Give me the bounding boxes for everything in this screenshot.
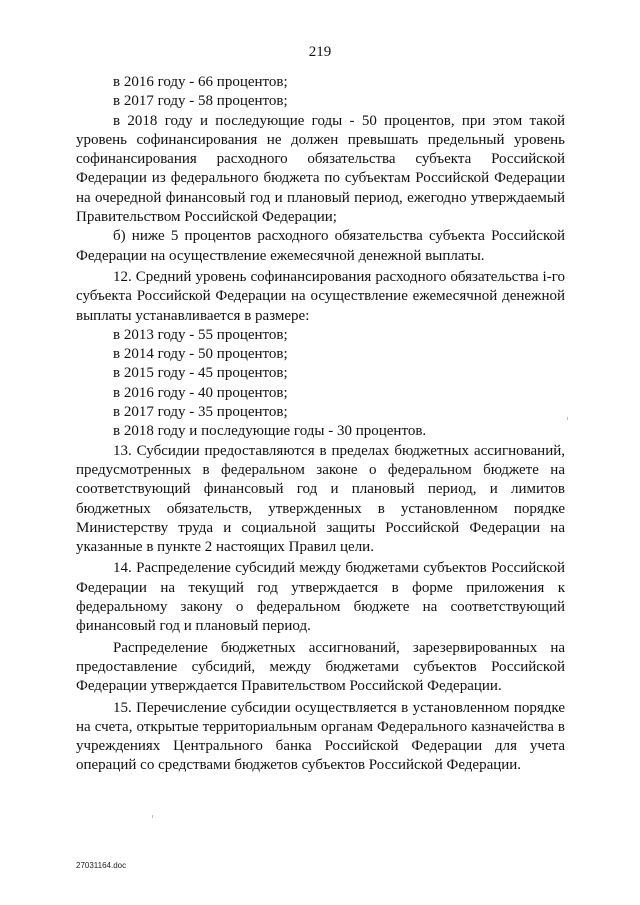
paragraph-14: 14. Распределение субсидий между бюджетами субъектов Российской Федерации на текущий год утверждается в форме приложения к федеральному закону о федеральном бюджете на соответствующий финансовый год и плановый период. [76, 560, 565, 635]
paragraph-14-distribution: Распределение бюджетных ассигнований, зарезервированных на предоставление субсидий, между бюджетами субъектов Российской Федерации утверждается Правительством Российской Федерации. [76, 639, 565, 695]
scan-speck [152, 815, 153, 818]
page-number: 219 [308, 44, 332, 60]
paragraph-b: б) ниже 5 процентов расходного обязательства субъекта Российской Федерации на осуществление ежемесячной денежной выплаты. [76, 228, 565, 264]
paragraph-12: 12. Средний уровень софинансирования расходного обязательства i-го субъекта Российской Федерации на осуществление ежемесячной денежной выплаты устанавливается в размере: [76, 268, 565, 324]
document-file-reference: 27031164.doc [76, 861, 127, 870]
paragraph-2018-30: в 2018 году и последующие годы - 30 процентов. [113, 423, 427, 440]
paragraph-13: 13. Субсидии предоставляются в пределах бюджетных ассигнований, предусмотренных в федеральном законе о федеральном бюджете на соответствующий финансовый год и плановый период, и лимитов бюджетных обязательств, утвержденных в установленном порядке Министерству труда и социальной защиты Российской Федерации на указанные в пункте 2 настоящих Правил цели. [76, 442, 565, 556]
paragraph-2018-50: в 2018 году и последующие годы - 50 процентов, при этом такой уровень софинансирования не должен превышать предельный уровень софинансирования расходного обязательства субъекта Российской Федерации из федерального бюджета по субъектам Российской Федерации на очередной финансовый год и плановый период, ежегодно утверждаемый Правительством Российской Федерации; [76, 112, 565, 226]
paragraph-2016-66: в 2016 году - 66 процентов; [113, 74, 288, 90]
scan-speck [567, 417, 568, 420]
paragraph-2017-35: в 2017 году - 35 процентов; [113, 404, 288, 421]
paragraph-2017-58: в 2017 году - 58 процентов; [113, 93, 288, 110]
paragraph-15: 15. Перечисление субсидии осуществляется в установленном порядке на счета, открытые территориальным органам Федерального казначейства в учреждениях Центрального банка Российской Федерации для учета операций со средствами бюджетов субъектов Российской Федерации. [76, 699, 565, 774]
paragraph-2013-55: в 2013 году - 55 процентов; [113, 326, 288, 343]
document-body [76, 73, 565, 776]
paragraph-2015-45: в 2015 году - 45 процентов; [113, 365, 288, 382]
paragraph-2014-50: в 2014 году - 50 процентов; [113, 346, 288, 363]
paragraph-2016-40: в 2016 году - 40 процентов; [113, 384, 288, 401]
